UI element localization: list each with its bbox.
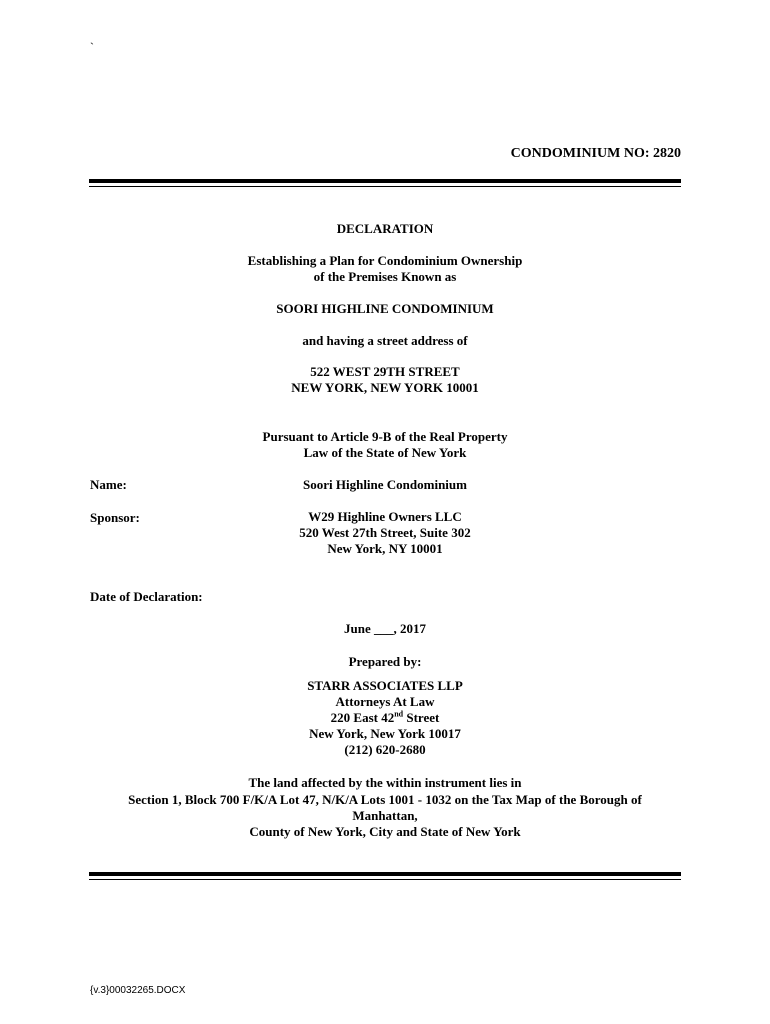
firm-title: Attorneys At Law [335, 694, 435, 709]
pursuant-line-1: Pursuant to Article 9-B of the Real Property [262, 429, 508, 444]
plan-line-1: Establishing a Plan for Condominium Ownership [247, 253, 523, 268]
sponsor-line-1: W29 Highline Owners LLC [308, 509, 462, 524]
address-line-2: NEW YORK, NEW YORK 10001 [291, 380, 479, 395]
top-rule-thin [89, 186, 681, 187]
plan-line-2: of the Premises Known as [313, 269, 457, 284]
address-intro: and having a street address of [302, 333, 468, 348]
stray-mark: ` [90, 40, 94, 54]
sponsor-line-3: New York, NY 10001 [327, 541, 443, 556]
address-line-1: 522 WEST 29TH STREET [310, 364, 460, 379]
street-number: 220 East 42 [330, 710, 395, 725]
firm-name: STARR ASSOCIATES LLP [307, 678, 463, 693]
pursuant-line-2: Law of the State of New York [303, 445, 467, 460]
name-label: Name: [90, 477, 127, 492]
land-line-4: County of New York, City and State of New York [249, 824, 521, 839]
sponsor-label: Sponsor: [90, 510, 140, 525]
firm-phone: (212) 620-2680 [344, 742, 426, 757]
land-line-3: Manhattan, [352, 808, 418, 823]
top-rule-thick [89, 179, 681, 183]
date-label: Date of Declaration: [90, 589, 203, 604]
condominium-name-caps: SOORI HIGHLINE CONDOMINIUM [276, 301, 494, 316]
bottom-rule-thick [89, 872, 681, 876]
sponsor-line-2: 520 West 27th Street, Suite 302 [299, 525, 471, 540]
street-ordinal: nd [394, 709, 404, 719]
document-heading: DECLARATION [336, 221, 434, 236]
name-value: Soori Highline Condominium [303, 477, 467, 492]
prepared-by-label: Prepared by: [348, 654, 422, 669]
date-value: June ___, 2017 [344, 621, 426, 636]
street-name: Street [403, 710, 440, 725]
firm-city: New York, New York 10017 [309, 726, 461, 741]
firm-street [0, 710, 770, 726]
land-line-2: Section 1, Block 700 F/K/A Lot 47, N/K/A Lots 1001 - 1032 on the Tax Map of the Borough of [128, 792, 642, 807]
bottom-rule-thin [89, 879, 681, 880]
condominium-number: CONDOMINIUM NO: 2820 [510, 146, 681, 161]
land-line-1: The land affected by the within instrument lies in [248, 775, 522, 790]
footer-doc-id: {v.3}00032265.DOCX [90, 985, 186, 996]
